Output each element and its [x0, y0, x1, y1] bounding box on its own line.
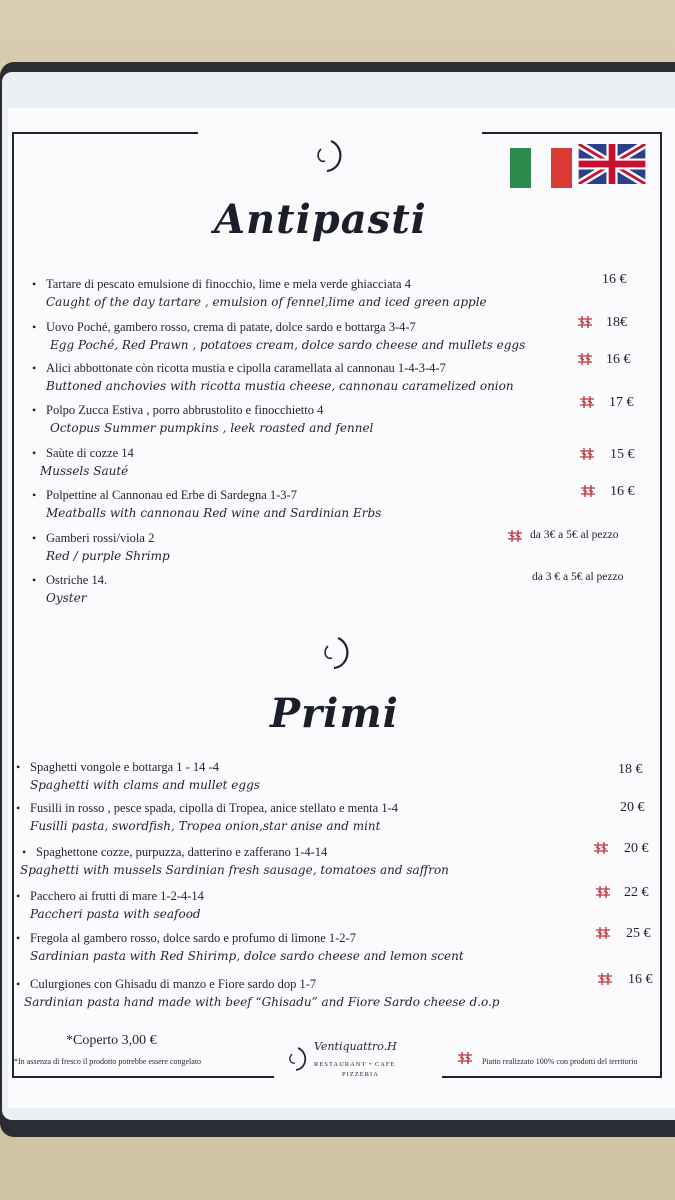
dish-name: Spaghetti vongole e bottarga 1 - 14 -4: [30, 760, 219, 774]
bullet-point: •: [22, 845, 27, 859]
bullet-point: •: [32, 277, 37, 291]
bullet-point: •: [32, 573, 37, 587]
dish-price: da 3€ a 5€ al pezzo: [530, 529, 619, 541]
bullet-point: •: [32, 488, 37, 502]
dish-translation: Red / purple Shrimp: [46, 549, 170, 563]
dish-name: Gamberi rossi/viola 2: [46, 531, 155, 545]
brand-name: Ventiquattro.H: [314, 1040, 397, 1053]
frame-line: [660, 132, 662, 1078]
dish-price: 18 €: [618, 762, 643, 777]
dish-name: Polpettine al Cannonau ed Erbe di Sardegna 1-3-7: [46, 488, 297, 502]
bullet-point: •: [16, 977, 21, 991]
dish-name: Pacchero ai frutti di mare 1-2-4-14: [30, 889, 204, 903]
dish-price: 25 €: [626, 926, 651, 941]
bullet-point: •: [32, 320, 37, 334]
local-product-icon: [458, 1052, 472, 1064]
restaurant-logo-icon: [282, 1044, 310, 1074]
dish-price: 16 €: [628, 972, 653, 987]
dish-translation: Egg Poché, Red Prawn , potatoes cream, dolce sardo cheese and mullets eggs: [50, 338, 526, 352]
antipasti-title: Antipasti: [214, 196, 427, 243]
local-product-icon: [578, 353, 592, 365]
dish-translation: Sardinian pasta hand made with beef “Ghisadu” and Fiore Sardo cheese d.o.p: [24, 995, 500, 1009]
italian-flag-icon[interactable]: [510, 148, 572, 188]
local-product-icon: [508, 530, 522, 542]
local-product-icon: [598, 973, 612, 985]
dish-price: 16 €: [602, 272, 627, 287]
frame-line: [482, 132, 662, 134]
bullet-point: •: [32, 531, 37, 545]
brand-tagline-2: PIZZERIA: [342, 1071, 379, 1078]
frame-line: [12, 132, 198, 134]
dish-price: 15 €: [610, 447, 635, 462]
dish-name: Fusilli in rosso , pesce spada, cipolla di Tropea, anice stellato e menta 1-4: [30, 801, 398, 815]
dish-name: Culurgiones con Ghisadu di manzo e Fiore sardo dop 1-7: [30, 977, 317, 991]
dish-price: 22 €: [624, 885, 649, 900]
dish-translation: Mussels Sauté: [40, 464, 129, 478]
local-product-note: Piatto realizzato 100% con prodotti del territorio: [482, 1057, 638, 1066]
dish-translation: Spaghetti with clams and mullet eggs: [30, 778, 260, 792]
dish-name: Fregola al gambero rosso, dolce sardo e profumo di lìmone 1-2-7: [30, 931, 356, 945]
dish-translation: Octopus Summer pumpkins , leek roasted and fennel: [50, 421, 374, 435]
bullet-point: •: [16, 931, 21, 945]
bullet-point: •: [16, 760, 21, 774]
uk-flag-icon[interactable]: [578, 144, 646, 184]
local-product-icon: [580, 448, 594, 460]
bullet-point: •: [32, 361, 37, 375]
dish-name: Uovo Poché, gambero rosso, crema di patate, dolce sardo e bottarga 3-4-7: [46, 320, 416, 334]
dish-translation: Buttoned anchovies with ricotta mustia cheese, cannonau caramelized onion: [46, 379, 514, 393]
local-product-icon: [596, 927, 610, 939]
dish-translation: Oyster: [46, 591, 87, 605]
primi-title: Primi: [270, 690, 399, 737]
dish-price: 16 €: [610, 484, 635, 499]
dish-name: Tartare di pescato emulsione di finocchio, lime e mela verde ghiacciata 4: [46, 277, 411, 291]
local-product-icon: [578, 316, 592, 328]
dish-translation: Paccheri pasta with seafood: [30, 907, 201, 921]
dish-name: Saùte di cozze 14: [46, 446, 134, 460]
dish-translation: Caught of the day tartare , emulsion of fennel,lime and iced green apple: [46, 295, 487, 309]
dish-translation: Spaghetti with mussels Sardinian fresh sausage, tomatoes and saffron: [20, 863, 449, 877]
local-product-icon: [594, 842, 608, 854]
bullet-point: •: [32, 403, 37, 417]
dish-price: 20 €: [624, 841, 649, 856]
bullet-point: •: [16, 801, 21, 815]
dish-name: Polpo Zucca Estiva , porro abbrustolito e finocchietto 4: [46, 403, 324, 417]
crescent-logo-icon: [305, 135, 347, 177]
dish-translation: Sardinian pasta with Red Shirimp, dolce sardo cheese and lemon scent: [30, 949, 464, 963]
frame-line: [12, 132, 14, 1078]
local-product-icon: [580, 396, 594, 408]
frame-line: [12, 1076, 274, 1078]
brand-tagline: RESTAURANT • CAFE: [314, 1061, 396, 1068]
bullet-point: •: [16, 889, 21, 903]
dish-price: 18€: [606, 315, 627, 330]
crescent-logo-icon: [312, 632, 354, 674]
cover-charge: *Coperto 3,00 €: [66, 1033, 157, 1048]
frame-line: [442, 1076, 662, 1078]
dish-name: Ostriche 14.: [46, 573, 108, 587]
dish-translation: Meatballs with cannonau Red wine and Sardinian Erbs: [46, 506, 382, 520]
dish-name: Spaghettone cozze, purpuzza, datterino e zafferano 1-4-14: [36, 845, 328, 859]
dish-price: 16 €: [606, 352, 631, 367]
dish-price: da 3 € a 5€ al pezzo: [532, 571, 624, 583]
dish-translation: Fusilli pasta, swordfish, Tropea onion,star anise and mint: [30, 819, 381, 833]
local-product-icon: [581, 485, 595, 497]
dish-price: 20 €: [620, 800, 645, 815]
local-product-icon: [596, 886, 610, 898]
bullet-point: •: [32, 446, 37, 460]
dish-name: Alici abbottonate còn ricotta mustia e cipolla caramellata al cannonau 1-4-3-4-7: [46, 361, 446, 375]
dish-price: 17 €: [609, 395, 634, 410]
frozen-note: *In assenza di fresco il prodotto potrebbe essere congelato: [14, 1057, 202, 1066]
